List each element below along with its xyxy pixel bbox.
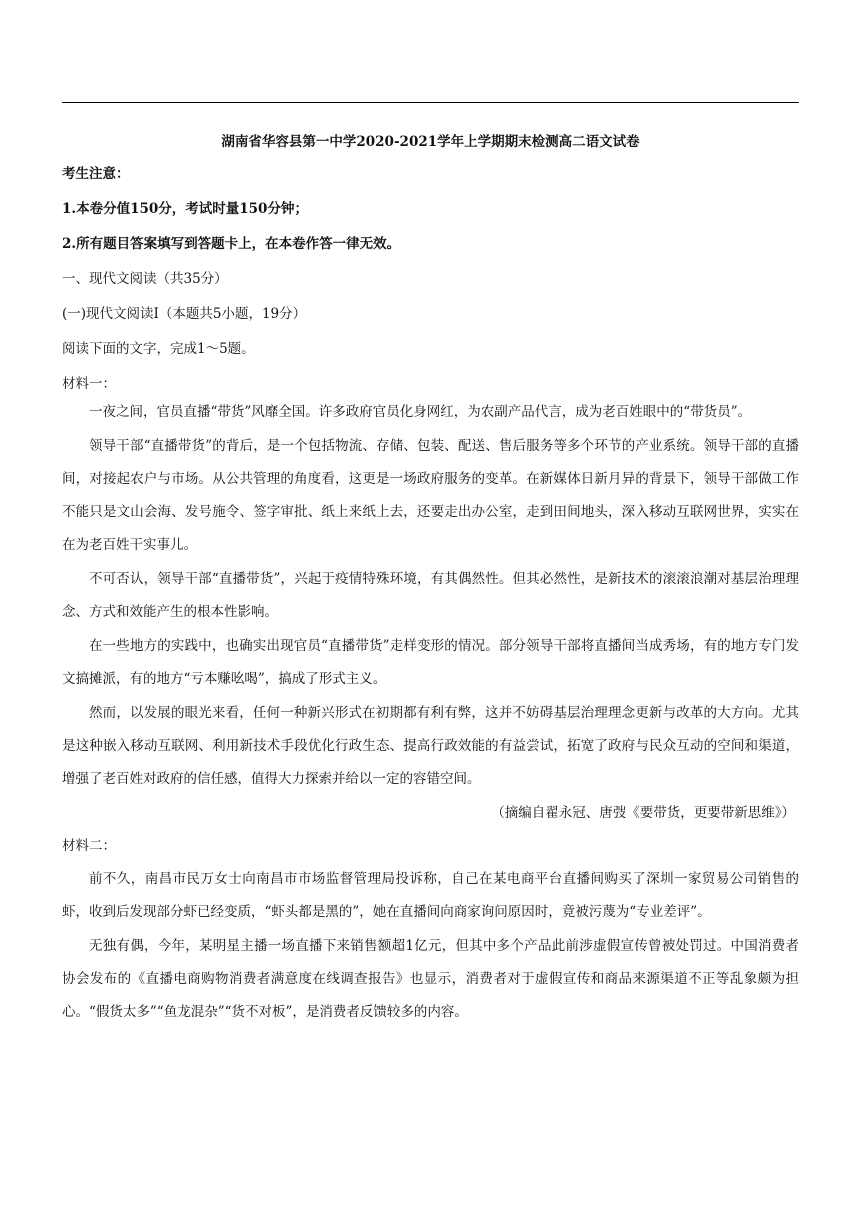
paragraph: 前不久，南昌市民万女士向南昌市市场监督管理局投诉称，自己在某电商平台直播间购买了深圳一家贸易公司销售的虾，收到后发现部分虾已经变质，“虾头都是黑的”，她在直播间向商家询问原因时，竟被污蔑为“专业差评”。 bbox=[62, 871, 799, 920]
paragraph: 无独有偶，今年，某明星主播一场直播下来销售额超1亿元，但其中多个产品此前涉虚假宣传曾被处罚过。中国消费者协会发布的《直播电商购物消费者满意度在线调查报告》也显示，消费者对于虚假宣传和商品来源渠道不正等乱象颇为担心。“假货太多”“鱼龙混杂”“货不对板”，是消费者反馈较多的内容。 bbox=[62, 938, 799, 1020]
paragraph: 不可否认，领导干部“直播带货”，兴起于疫情特殊环境，有其偶然性。但其必然性，是新技术的滚滚浪潮对基层治理理念、方式和效能产生的根本性影响。 bbox=[62, 571, 799, 620]
paragraph: 一夜之间，官员直播“带货”风靡全国。许多政府官员化身网红，为农副产品代言，成为老百姓眼中的“带货员”。 bbox=[89, 404, 752, 420]
notice-heading: 考生注意： bbox=[62, 166, 130, 182]
page-title: 湖南省华容县第一中学2020-2021学年上学期期末检测高二语文试卷 bbox=[221, 134, 640, 150]
paragraph: 领导干部“直播带货”的背后，是一个包括物流、存储、包装、配送、售后服务等多个环节的产业系统。领导干部的直播间，对接起农户与市场。从公共管理的角度看，这更是一场政府服务的变革。在新媒体日新月异的背景下，领导干部做工作不能只是文山会海、发号施令、签字审批、纸上来纸上去，还要走出办公室，走到田间地头，深入移动互联网世界，实实在在为老百姓干实事儿。 bbox=[62, 438, 799, 553]
section-heading: 一、现代文阅读（共35分） bbox=[62, 271, 228, 287]
source-citation: （摘编自翟永冠、唐弢《要带货，更要带新思维》） bbox=[491, 805, 795, 821]
notice-item: 1.本卷分值150分，考试时量150分钟； bbox=[62, 201, 308, 217]
notice-item: 2.所有题目答案填写到答题卡上，在本卷作答一律无效。 bbox=[62, 236, 401, 252]
exam-page bbox=[62, 132, 799, 1030]
header-rule bbox=[62, 102, 799, 103]
paragraph: 然而，以发展的眼光来看，任何一种新兴形式在初期都有利有弊，这并不妨碍基层治理理念更新与改革的大方向。尤其是这种嵌入移动互联网、利用新技术手段优化行政生态、提高行政效能的有益尝试，拓宽了政府与民众互动的空间和渠道，增强了老百姓对政府的信任感，值得大力探索并给以一定的容错空间。 bbox=[62, 705, 799, 787]
subsection-heading: (一)现代文阅读Ⅰ（本题共5小题，19分） bbox=[62, 306, 307, 322]
material-label: 材料二： bbox=[62, 838, 116, 854]
reading-instruction: 阅读下面的文字，完成1～5题。 bbox=[62, 341, 255, 357]
material-label: 材料一： bbox=[62, 376, 116, 392]
paragraph: 在一些地方的实践中，也确实出现官员“直播带货”走样变形的情况。部分领导干部将直播间当成秀场，有的地方专门发文搞摊派，有的地方“亏本赚吆喝”，搞成了形式主义。 bbox=[62, 638, 799, 687]
